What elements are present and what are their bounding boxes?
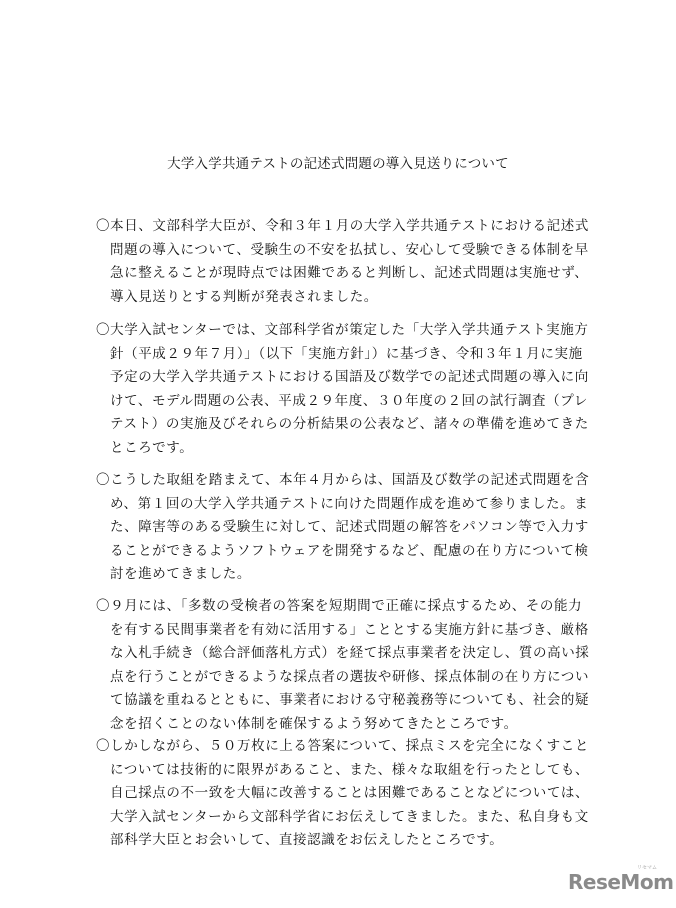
document-title: 大学入学共通テストの記述式問題の導入見送りについて [167,156,509,172]
paragraph-line: て協議を重ねるとともに、事業者における守秘義務等についても、社会的疑 [110,692,590,708]
resemom-logo: ReseMom [568,870,674,894]
paragraph-line: た、障害等のある受験生に対して、記述式問題の解答をパソコン等で入力す [110,519,589,535]
paragraph-4 [96,594,596,735]
paragraph-line: 〇大学入試センターでは、文部科学省が策定した「大学入学共通テスト実施方 [96,322,589,338]
paragraph-3 [96,468,596,586]
paragraph-line: テスト）の実施及びそれらの分析結果の公表など、諸々の準備を進めてきた [110,416,589,432]
paragraph-line: 〇こうした取組を踏まえて、本年４月からは、国語及び数学の記述式問題を含 [96,472,590,488]
paragraph-line: については技術的に限界があること、また、様々な取組を行ったとしても、 [110,761,590,778]
paragraph-line: 部科学大臣とお会いして、直接認識をお伝えしたところです。 [110,832,504,848]
paragraph-2 [96,318,596,459]
paragraph-line: 大学入試センターから文部科学省にお伝えしてきました。また、私自身も文 [110,808,589,825]
paragraph-line: な入札手続き（総合評価落札方式）を経て採点事業者を決定し、質の高い採 [110,645,590,661]
paragraph-1 [96,214,596,308]
paragraph-line: 〇しかしながら、５０万枚に上る答案について、採点ミスを完全になくすこと [96,738,589,754]
resemom-logo-kana: リセマム [637,865,657,871]
paragraph-line: 問題の導入について、受験生の不安を払拭し、安心して受験できる体制を早 [110,241,589,258]
paragraph-line: 〇本日、文部科学大臣が、令和３年１月の大学入学共通テストにおける記述式 [96,218,589,234]
paragraph-line: 〇９月には、「多数の受検者の答案を短期間で正確に採点するため、その能力 [96,598,583,614]
paragraph-line: けて、モデル問題の公表、平成２９年度、３０年度の２回の試行調査（プレ [110,392,588,409]
paragraph-line: 点を行うことができるような採点者の選抜や研修、採点体制の在り方につい [110,668,590,685]
paragraph-line: ところです。 [110,439,194,456]
paragraph-line: 導入見送りとする判断が発表されました。 [110,288,378,305]
paragraph-line: 予定の大学入学共通テストにおける国語及び数学での記述式問題の導入に向 [110,369,589,385]
paragraph-line: め、第１回の大学入学共通テストに向けた問題作成を進めて参りました。ま [110,495,589,512]
paragraph-line: 自己採点の不一致を大幅に改善することは困難であることなどについては、 [110,785,590,801]
paragraph-line: 急に整えることが現時点では困難であると判断し、記述式問題は実施せず、 [110,265,589,281]
paragraph-line: 討を進めてきました。 [110,566,251,582]
paragraph-line: 針（平成２９年７月）」（以下「実施方針」）に基づき、令和３年１月に実施 [110,345,583,362]
paragraph-line: ることができるようソフトウェアを開発するなど、配慮の在り方について検 [110,542,589,559]
paragraph-line: を有する民間事業者を有効に活用する」こととする実施方針に基づき、厳格 [110,621,589,638]
paragraph-line: 念を招くことのない体制を確保するよう努めてきたところです。 [110,715,518,732]
paragraph-5 [96,734,596,852]
